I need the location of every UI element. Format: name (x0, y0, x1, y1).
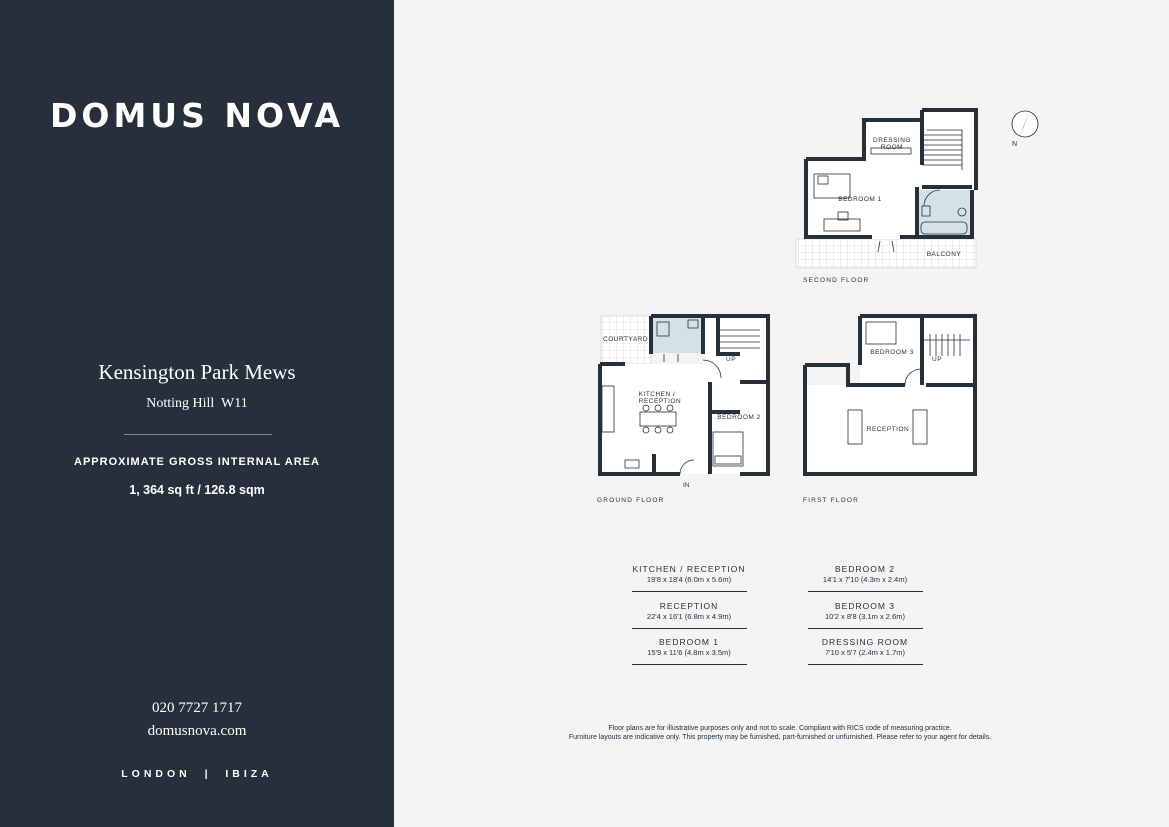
website-link[interactable]: domusnova.com (147, 723, 247, 739)
room-bedroom3 (800, 601, 930, 629)
room-name: KITCHEN / RECEPTION (632, 564, 746, 574)
room-kitchen-reception (624, 564, 754, 592)
room-dimensions: 19'8 x 18'4 (6.0m x 5.6m) (646, 575, 732, 584)
room-divider (632, 664, 747, 665)
label-kitchen: KITCHEN / (638, 391, 676, 398)
label-first-floor: FIRST FLOOR (803, 497, 860, 504)
second-floor-plan (796, 110, 976, 284)
room-name: DRESSING ROOM (821, 637, 909, 647)
first-floor-plan (803, 316, 975, 504)
room-dimensions: 15'9 x 11'6 (4.8m x 3.5m) (647, 648, 731, 657)
ground-floor-plan (597, 316, 768, 504)
label-up-ground: UP (726, 356, 737, 363)
room-bedroom2 (800, 564, 930, 592)
label-reception-first: RECEPTION (866, 426, 910, 433)
room-divider (808, 628, 923, 629)
label-in: IN (683, 482, 690, 489)
label-bedroom3: BEDROOM 3 (870, 349, 914, 356)
room-dimensions: 10'2 x 8'8 (3.1m x 2.6m) (825, 612, 905, 621)
disclaimer (480, 724, 1080, 742)
label-balcony: BALCONY (926, 251, 962, 258)
room-name: BEDROOM 3 (834, 601, 895, 611)
room-divider (808, 664, 923, 665)
label-ground-floor: GROUND FLOOR (597, 497, 665, 504)
floor-plan-drawing (394, 0, 1169, 827)
gia-label: APPROXIMATE GROSS INTERNAL AREA (74, 456, 320, 468)
label-up-first: UP (932, 356, 943, 363)
divider (124, 434, 272, 435)
label-courtyard: COURTYARD (603, 336, 649, 343)
room-dimensions: 7'10 x 5'7 (2.4m x 1.7m) (825, 648, 905, 657)
label-second-floor: SECOND FLOOR (803, 277, 870, 284)
phone-number[interactable]: 020 7727 1717 (152, 700, 242, 716)
label-north: N (1012, 141, 1018, 148)
room-divider (632, 628, 747, 629)
label-reception-ground: RECEPTION (638, 398, 682, 405)
property-name: Kensington Park Mews (98, 360, 296, 384)
brand-logo: DOMUS NOVA (50, 96, 344, 135)
disclaimer-line: Floor plans are for illustrative purposes only and not to scale. Compliant with RICS code of measuring practice. (608, 725, 952, 732)
office-locations: LONDON | IBIZA (121, 768, 273, 780)
room-bedroom1 (624, 637, 754, 665)
room-dimensions: 14'1 x 7'10 (4.3m x 2.4m) (822, 575, 908, 584)
room-dressing-room (800, 637, 930, 665)
north-compass-icon (1012, 110, 1038, 148)
room-name: BEDROOM 1 (658, 637, 719, 647)
label-bedroom1: BEDROOM 1 (838, 196, 882, 203)
room-divider (632, 591, 747, 592)
gia-value: 1, 364 sq ft / 126.8 sqm (129, 483, 265, 497)
room-reception (624, 601, 754, 629)
property-location: Notting Hill W11 (146, 396, 248, 411)
room-name: BEDROOM 2 (834, 564, 895, 574)
floor-plan-area (394, 0, 1169, 827)
label-room: ROOM (880, 144, 904, 151)
label-bedroom2: BEDROOM 2 (717, 414, 761, 421)
room-dimensions: 22'4 x 16'1 (6.8m x 4.9m) (646, 612, 732, 621)
room-name: RECEPTION (659, 601, 719, 611)
label-dressing: DRESSING (873, 137, 911, 144)
room-divider (808, 591, 923, 592)
disclaimer-line: Furniture layouts are indicative only. This property may be furnished, part-furnished or unfurnished. Please refer to your agent for details. (568, 734, 992, 741)
sidebar-panel (0, 0, 394, 827)
